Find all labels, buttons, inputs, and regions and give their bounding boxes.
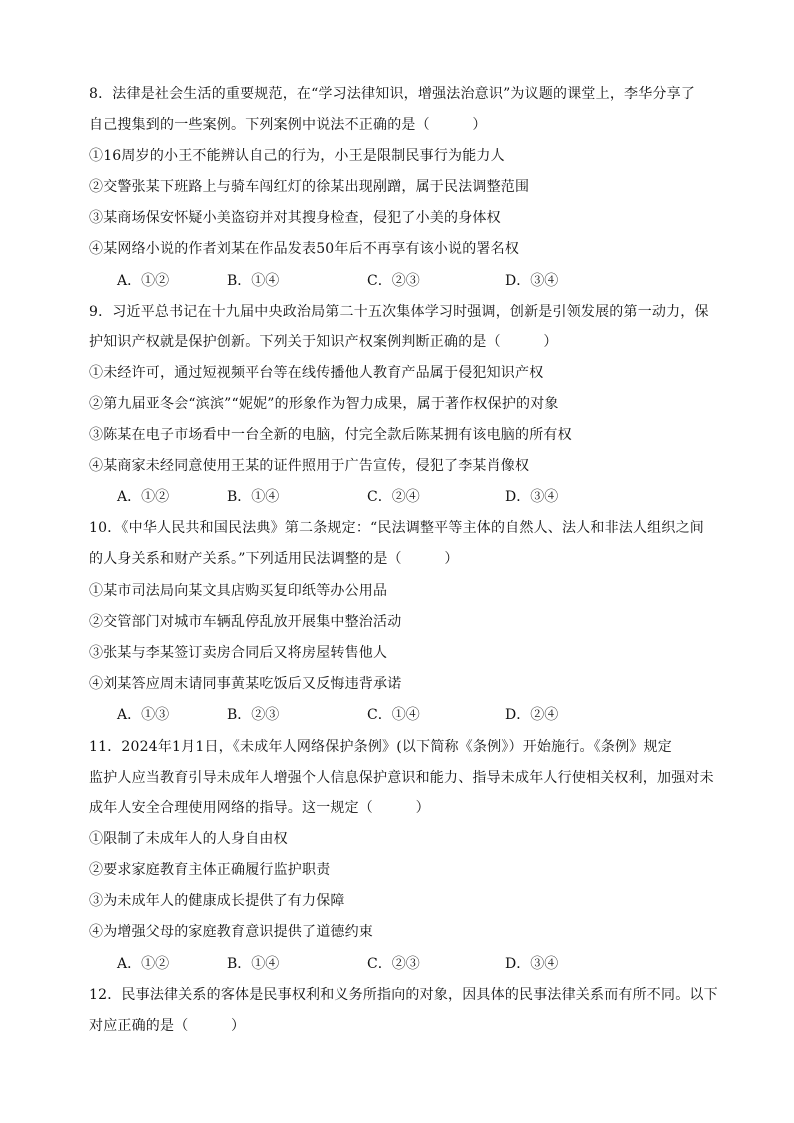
- q8-stem-line-1: 8．法律是社会生活的重要规范，在“学习法律知识，增强法治意识”为议题的课堂上，李华分享了: [89, 86, 696, 102]
- q8-options: [117, 271, 677, 291]
- q10-option-a[interactable]: A．①③: [117, 707, 170, 723]
- q8-option-c[interactable]: C．②③: [367, 273, 420, 289]
- q8-statement-1: ①16周岁的小王不能辨认自己的行为，小王是限制民事行为能力人: [89, 148, 505, 164]
- q9-statement-4: ④某商家未经同意使用王某的证件照用于广告宣传，侵犯了李某肖像权: [89, 458, 530, 474]
- q10-stem-line-2: 的人身关系和财产关系。”下列适用民法调整的是（ ）: [89, 551, 459, 567]
- q8-statement-3: ③某商场保安怀疑小美盗窃并对其搜身检查，侵犯了小美的身体权: [89, 210, 501, 226]
- q10-option-b[interactable]: B．②③: [227, 707, 280, 723]
- q11-option-b[interactable]: B．①④: [227, 956, 280, 972]
- q10-statement-4: ④刘某答应周末请同事黄某吃饭后又反悔违背承诺: [89, 676, 402, 692]
- q9-statement-1: ①未经许可，通过短视频平台等在线传播他人教育产品属于侵犯知识产权: [89, 365, 544, 381]
- q11-option-c[interactable]: C．②③: [367, 956, 420, 972]
- q8-option-a[interactable]: A．①②: [117, 273, 170, 289]
- q11-statement-4: ④为增强父母的家庭教育意识提供了道德约束: [89, 924, 373, 940]
- q10-options: [117, 705, 677, 725]
- q9-statement-3: ③陈某在电子市场看中一台全新的电脑，付完全款后陈某拥有该电脑的所有权: [89, 427, 572, 443]
- q10-option-d[interactable]: D．②④: [505, 707, 559, 723]
- q8-statement-2: ②交警张某下班路上与骑车闯红灯的徐某出现剐蹭，属于民法调整范围: [89, 179, 530, 195]
- q10-option-c[interactable]: C．①④: [367, 707, 420, 723]
- q8-stem-line-2: 自己搜集到的一些案例。下列案例中说法不正确的是（ ）: [89, 117, 487, 133]
- q11-statement-1: ①限制了未成年人的人身自由权: [89, 831, 288, 847]
- q11-options: [117, 954, 677, 974]
- q9-option-d[interactable]: D．③④: [505, 489, 559, 505]
- q11-option-d[interactable]: D．③④: [505, 956, 559, 972]
- q11-statement-2: ②要求家庭教育主体正确履行监护职责: [89, 862, 331, 878]
- q9-options: [117, 487, 677, 507]
- q10-statement-3: ③张某与李某签订卖房合同后又将房屋转售他人: [89, 645, 388, 661]
- q11-stem-line-3: 成年人安全合理使用网络的指导。这一规定（ ）: [89, 800, 430, 816]
- q9-option-a[interactable]: A．①②: [117, 489, 170, 505]
- q11-statement-3: ③为未成年人的健康成长提供了有力保障: [89, 893, 345, 909]
- q9-stem-line-2: 护知识产权就是保护创新。下列关于知识产权案例判断正确的是（ ）: [89, 334, 558, 350]
- q8-statement-4: ④某网络小说的作者刘某在作品发表50年后不再享有该小说的署名权: [89, 241, 520, 257]
- q11-stem-line-1: 11．2024年1月1日，《未成年人网络保护条例》(以下简称《条例》）开始施行。《条例》规定: [89, 739, 672, 755]
- q9-option-b[interactable]: B．①④: [227, 489, 280, 505]
- q9-statement-2: ②第九届亚冬会“滨滨”“妮妮”的形象作为智力成果，属于著作权保护的对象: [89, 396, 559, 412]
- q10-stem-line-1: 10．《中华人民共和国民法典》第二条规定：“民法调整平等主体的自然人、法人和非法人组织之间: [89, 520, 704, 536]
- q11-option-a[interactable]: A．①②: [117, 956, 170, 972]
- q11-stem-line-2: 监护人应当教育引导未成年人增强个人信息保护意识和能力、指导未成年人行使相关权利，加强对未: [89, 770, 714, 786]
- q12-stem-line-1: 12．民事法律关系的客体是民事权利和义务所指向的对象，因具体的民事法律关系而有所不同。以下: [89, 987, 718, 1003]
- q12-stem-line-2: 对应正确的是（ ）: [89, 1018, 246, 1034]
- q10-statement-2: ②交管部门对城市车辆乱停乱放开展集中整治活动: [89, 614, 402, 630]
- q10-statement-1: ①某市司法局向某文具店购买复印纸等办公用品: [89, 583, 388, 599]
- q8-option-d[interactable]: D．③④: [505, 273, 559, 289]
- q8-option-b[interactable]: B．①④: [227, 273, 280, 289]
- q9-stem-line-1: 9．习近平总书记在十九届中央政治局第二十五次集体学习时强调，创新是引领发展的第一动力，保: [89, 304, 709, 320]
- q9-option-c[interactable]: C．②④: [367, 489, 420, 505]
